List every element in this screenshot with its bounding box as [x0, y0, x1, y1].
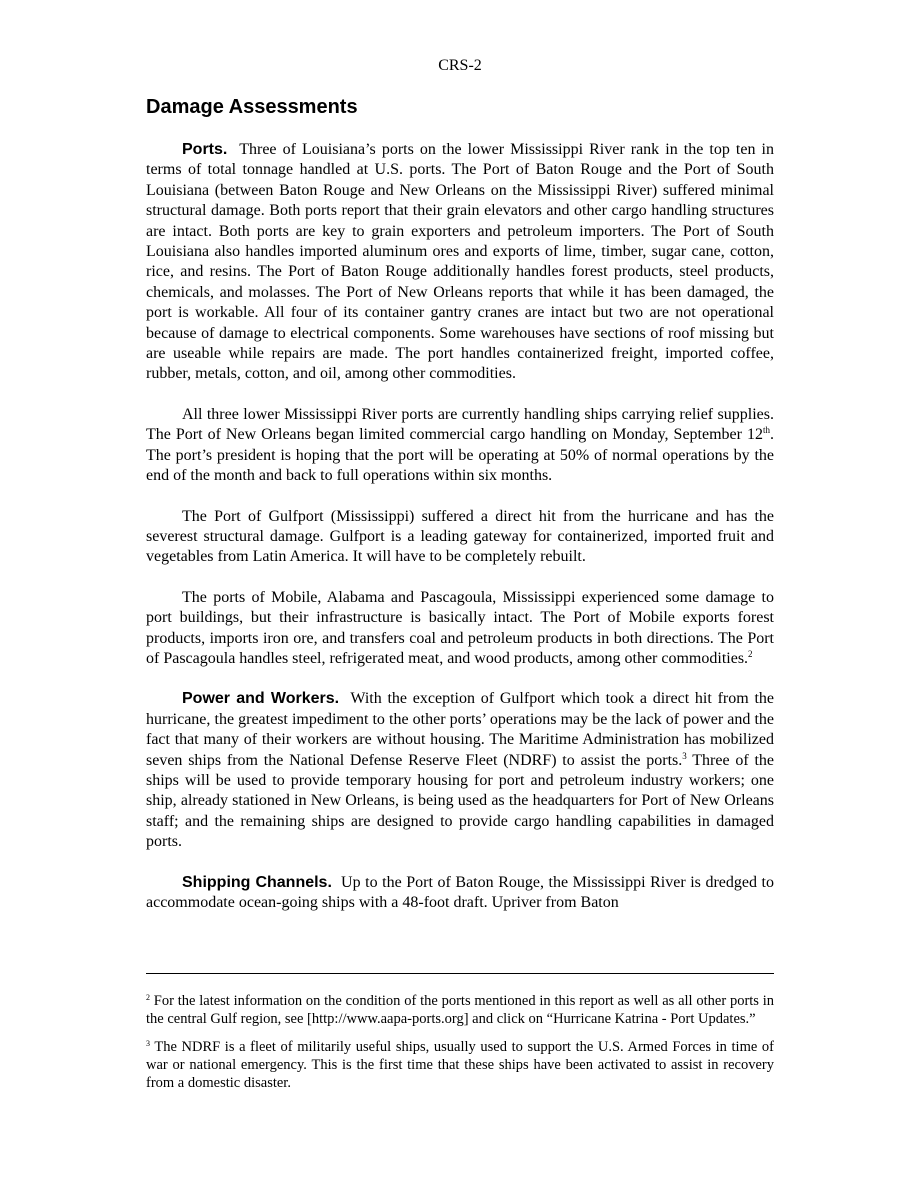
page-header: CRS-2: [438, 57, 482, 74]
paragraph-gulfport: The Port of Gulfport (Mississippi) suffered a direct hit from the hurricane and has the severest structural damage. Gulfport is a leading gateway for containerized, imported fruit and vegetables from Latin America. It will have to be completely rebuilt.: [146, 507, 774, 566]
paragraph-relief-text-b: . The port’s president is hoping that the port will be operating at 50% of normal operations by the end of the month and back to full operations within six months.: [146, 426, 774, 485]
runin-heading-ports: Ports.: [182, 141, 228, 158]
footnote-divider: [146, 973, 774, 974]
paragraph-ports: [146, 140, 774, 385]
footnote-number: 3: [146, 1039, 150, 1048]
paragraph-shipping: [146, 873, 774, 914]
footnote-text: For the latest information on the condition of the ports mentioned in this report as well as all other ports in the central Gulf region, see [http://www.aapa-ports.org] and click on “Hurricane Katrina - Port Updates.”: [146, 993, 775, 1027]
paragraph-shipping-text: Up to the Port of Baton Rouge, the Mississippi River is dredged to accommodate ocean-going ships with a 48-foot draft. Upriver from Baton: [146, 873, 775, 911]
paragraph-power-text-a: With the exception of Gulfport which took a direct hit from the hurricane, the greatest impediment to the other ports’ operations may be the lack of power and the fact that many of their workers are without housing. The Maritime Administration has mobilized seven ships from the National Defense Reserve Fleet (NDRF) to assist the ports.: [146, 690, 775, 769]
footnote-ref-3[interactable]: 3: [682, 750, 687, 761]
ordinal-suffix: th: [762, 425, 770, 436]
footnote-2: [146, 992, 774, 1028]
paragraph-mobile: [146, 588, 774, 670]
paragraph-relief: [146, 405, 774, 487]
footnote-ref-2[interactable]: 2: [748, 648, 753, 659]
footnote-3: [146, 1038, 774, 1092]
footnote-number: 2: [146, 993, 150, 1002]
footnote-text: The NDRF is a fleet of militarily useful ships, usually used to support the U.S. Armed Forces in time of war or national emergency. This is the first time that these ships have been activated to assist in recovery from a domestic disaster.: [146, 1039, 774, 1091]
paragraph-mobile-text: The ports of Mobile, Alabama and Pascagoula, Mississippi experienced some damage to port buildings, but their infrastructure is basically intact. The Port of Mobile exports forest products, imports iron ore, and transfers coal and petroleum products in both directions. The Port of Pascagoula handles steel, refrigerated meat, and wood products, among other commodities.: [146, 588, 774, 667]
section-title: Damage Assessments: [146, 96, 358, 118]
paragraph-power: [146, 689, 774, 852]
paragraph-ports-text: Three of Louisiana’s ports on the lower Mississippi River rank in the top ten in terms of total tonnage handled at U.S. ports. The Port of Baton Rouge and the Port of South Louisiana (between Baton Rouge and New Orleans on the Mississippi River) suffered minimal structural damage. Both ports report that their grain elevators and other cargo handling structures are intact. Both ports are key to grain exporters and petroleum importers. The Port of South Louisiana also handles imported aluminum ores and exports of lime, timber, sugar cane, cotton, rice, and resins. The Port of Baton Rouge additionally handles forest products, steel products, chemicals, and molasses. The Port of New Orleans reports that while it has been damaged, the port is workable. All four of its container gantry cranes are intact but two are not operational because of damage to electrical components. Some warehouses have sections of roof missing but are useable while repairs are made. The port handles containerized freight, imported coffee, rubber, metals, cotton, and oil, among other commodities.: [146, 141, 774, 383]
paragraph-relief-text-a: All three lower Mississippi River ports are currently handling ships carrying relief supplies. The Port of New Orleans began limited commercial cargo handling on Monday, September 12: [146, 405, 774, 444]
body-text: [146, 140, 774, 933]
runin-heading-power: Power and Workers.: [182, 690, 340, 708]
runin-heading-shipping: Shipping Channels.: [182, 873, 332, 891]
footnotes: [146, 992, 774, 1102]
paragraph-power-text-b: Three of the ships will be used to provide temporary housing for port and petroleum industry workers; one ship, already stationed in New Orleans, is being used as the headquarters for Port of New Orleans staff; and the remaining ships are designed to provide cargo handling capabilities in damaged ports.: [146, 751, 775, 851]
